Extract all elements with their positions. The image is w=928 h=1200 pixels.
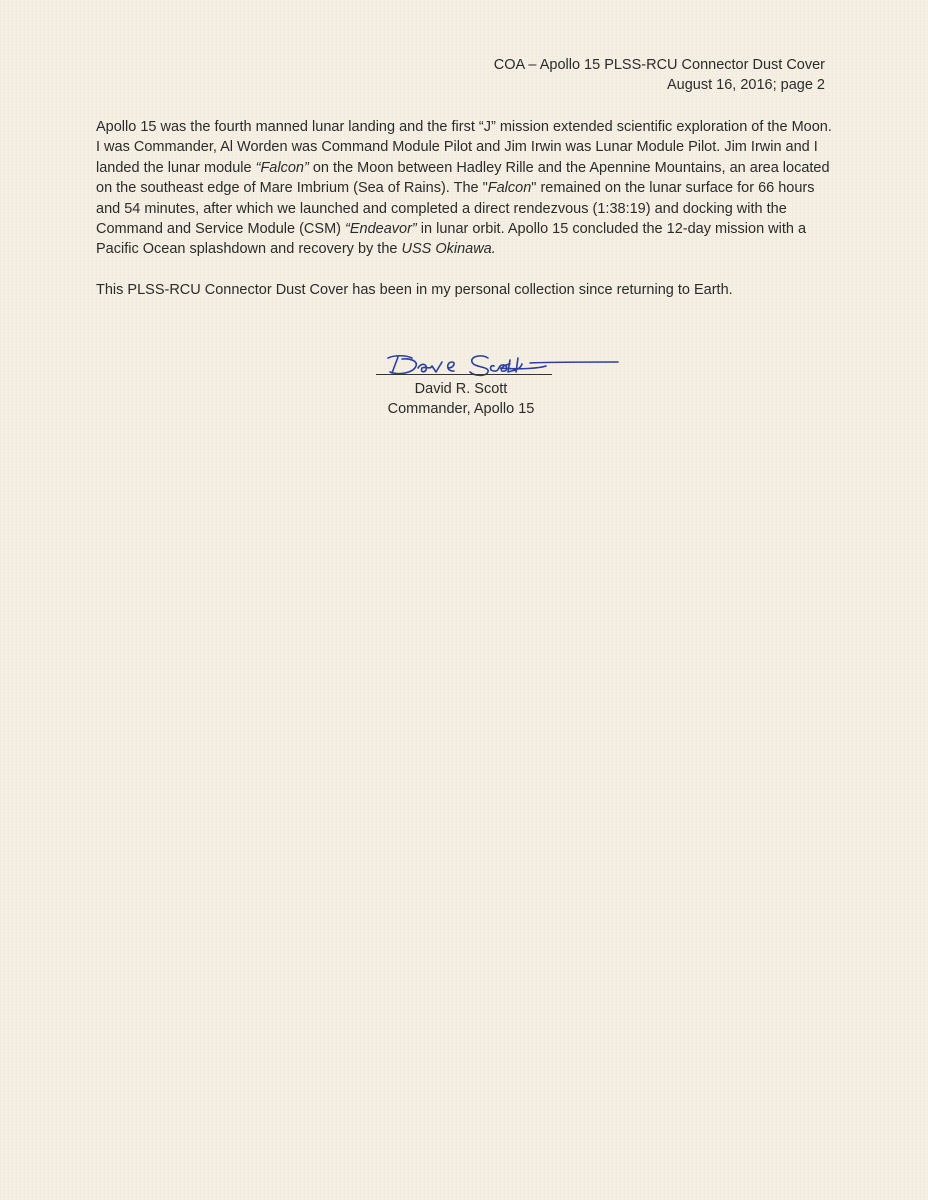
italic-text-run: Falcon — [487, 180, 532, 197]
body-paragraph-mission — [96, 117, 836, 260]
text-run: on the Moon between Hadley Rille and the Apennine Mountains, an area located on the southeast edge of Mare Imbrium (Sea of Rains). The " — [96, 159, 830, 197]
italic-text-run: “Endeavor” — [345, 221, 417, 238]
header-title: COA – Apollo 15 PLSS-RCU Connector Dust Cover — [493, 57, 825, 73]
handwritten-signature-icon — [370, 346, 630, 382]
document-body — [96, 117, 836, 300]
header-date-page: August 16, 2016; page 2 — [666, 77, 825, 93]
document-header — [494, 55, 825, 95]
italic-text-run: USS Okinawa. — [401, 241, 496, 258]
body-paragraph-collection: This PLSS-RCU Connector Dust Cover has been in my personal collection since returning to Earth. — [96, 281, 733, 298]
signature-block — [370, 346, 630, 426]
signer-title: Commander, Apollo 15 — [387, 401, 535, 418]
signer-name: David R. Scott — [414, 381, 508, 397]
text-run: in lunar orbit. Apollo 15 concluded the 12-day mission with a Pacific Ocean splashdown and recovery by the — [96, 221, 807, 258]
italic-text-run: “Falcon” — [255, 159, 309, 176]
signer-info — [370, 379, 552, 420]
text-run: " remained on the lunar surface for 66 hours and 54 minutes, after which we launched and completed a direct rendezvous (1:38:19) and docking with the Command and Service Module (CSM) — [96, 180, 815, 238]
signature-line — [376, 374, 552, 375]
text-run: Apollo 15 was the fourth manned lunar landing and the first “J” mission extended scientific exploration of the Moon. I was Commander, Al Worden was Command Module Pilot and Jim Irwin was Lunar Module Pilot. Jim Irwin and I landed the lunar module — [96, 119, 832, 176]
